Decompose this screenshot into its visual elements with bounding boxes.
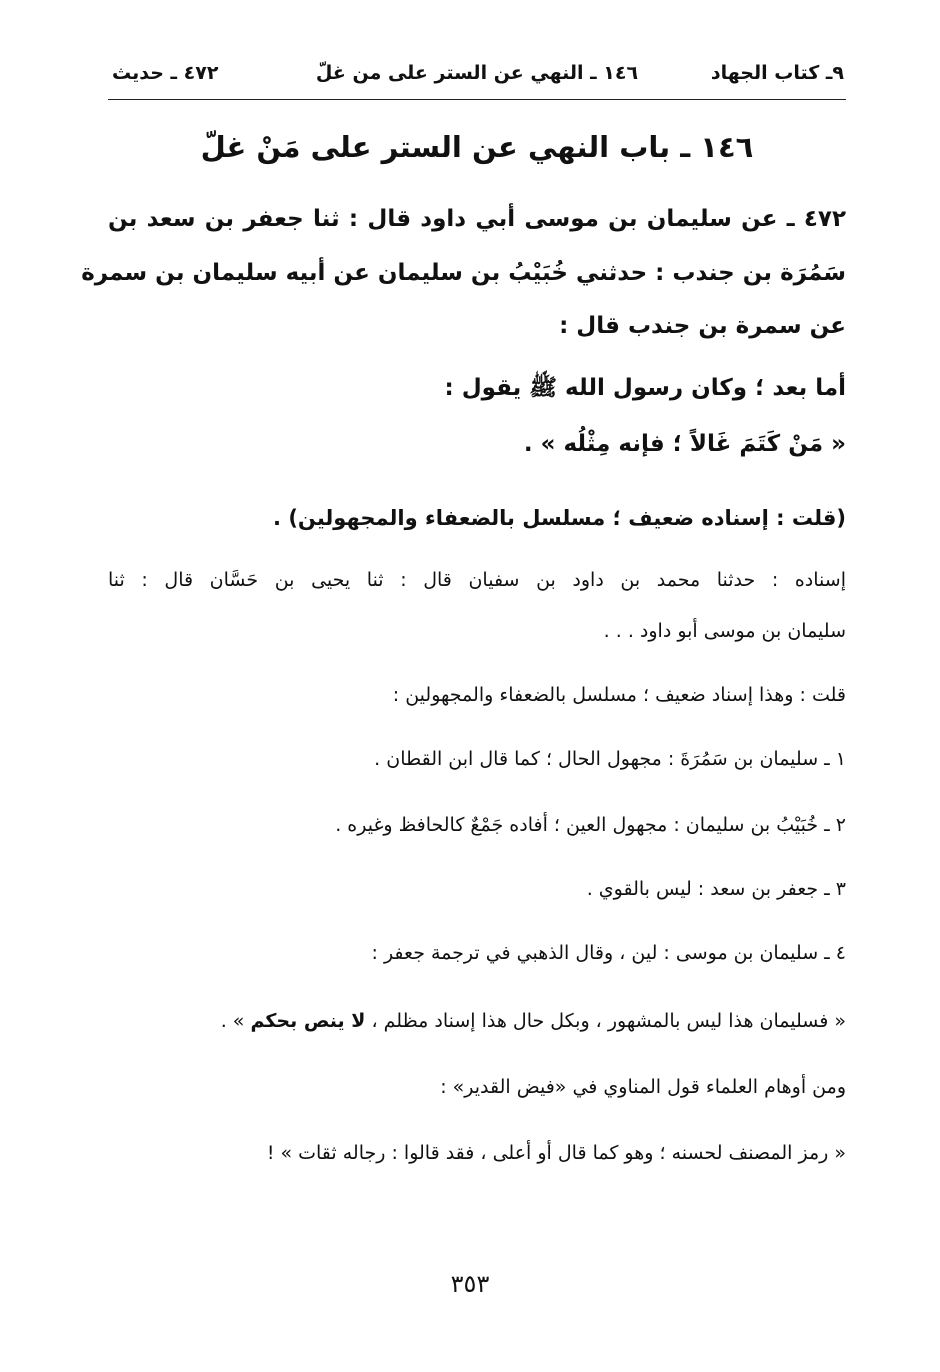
hadith-line-2: سَمُرَة بن جندب : حدثني خُبَيْبُ بن سليمان عن أبيه سليمان بن سمرة [81, 260, 846, 286]
commentary-item-3: ٣ ـ جعفر بن سعد : ليس بالقوي . [586, 878, 846, 900]
dhahabi-quote [221, 1010, 846, 1032]
commentary-intro: قلت : وهذا إسناد ضعيف ؛ مسلسل بالضعفاء والمجهولين : [392, 684, 846, 706]
header-hadith-number: ٤٧٢ ـ حديث [112, 62, 219, 84]
page-number: ٣٥٣ [450, 1270, 490, 1298]
munawi-quote: « رمز المصنف لحسنه ؛ وهو كما قال أو أعلى ، فقد قالوا : رجاله ثقات » ! [266, 1142, 846, 1164]
isnad-line-2: سليمان بن موسى أبو داود . . . [603, 620, 846, 642]
header-chapter-title: ١٤٦ ـ النهي عن الستر على من غلّ [315, 62, 639, 84]
hadith-line-5: « مَنْ كَتَمَ غَالاً ؛ فإنه مِثْلُه » . [523, 431, 846, 457]
hadith-line-3: عن سمرة بن جندب قال : [559, 313, 846, 339]
hadith-line-4: أما بعد ؛ وكان رسول الله ﷺ يقول : [444, 375, 846, 401]
dhahabi-quote-text: « فسليمان هذا ليس بالمشهور ، وبكل حال هذا إسناد مظلم ، [365, 1010, 846, 1032]
commentary-item-2: ٢ ـ خُبَيْبُ بن سليمان : مجهول العين ؛ أفاده جَمْعٌ كالحافظ وغيره . [335, 814, 846, 836]
isnad-line-1: إسناده : حدثنا محمد بن داود بن سفيان قال : ثنا يحيى بن حَسَّان قال : ثنا [108, 569, 846, 591]
dhahabi-quote-bold: لا ينص بحكم [250, 1010, 366, 1032]
commentary-item-1: ١ ـ سليمان بن سَمُرَةَ : مجهول الحال ؛ كما قال ابن القطان . [374, 748, 846, 770]
munawi-line: ومن أوهام العلماء قول المناوي في «فيض القدير» : [440, 1076, 846, 1098]
running-header [108, 58, 846, 96]
verdict-line: (قلت : إسناده ضعيف ؛ مسلسل بالضعفاء والمجهولين) . [273, 506, 846, 530]
header-book-title: ٩ـ كتاب الجهاد [710, 62, 844, 84]
chapter-title: ١٤٦ ـ باب النهي عن الستر على مَنْ غلّ [200, 130, 754, 164]
commentary-item-4: ٤ ـ سليمان بن موسى : لين ، وقال الذهبي في ترجمة جعفر : [371, 942, 846, 964]
hadith-line-1: ٤٧٢ ـ عن سليمان بن موسى أبي داود قال : ثنا جعفر بن سعد بن [108, 206, 846, 232]
header-divider [108, 99, 846, 100]
dhahabi-quote-end: » . [220, 1010, 251, 1032]
